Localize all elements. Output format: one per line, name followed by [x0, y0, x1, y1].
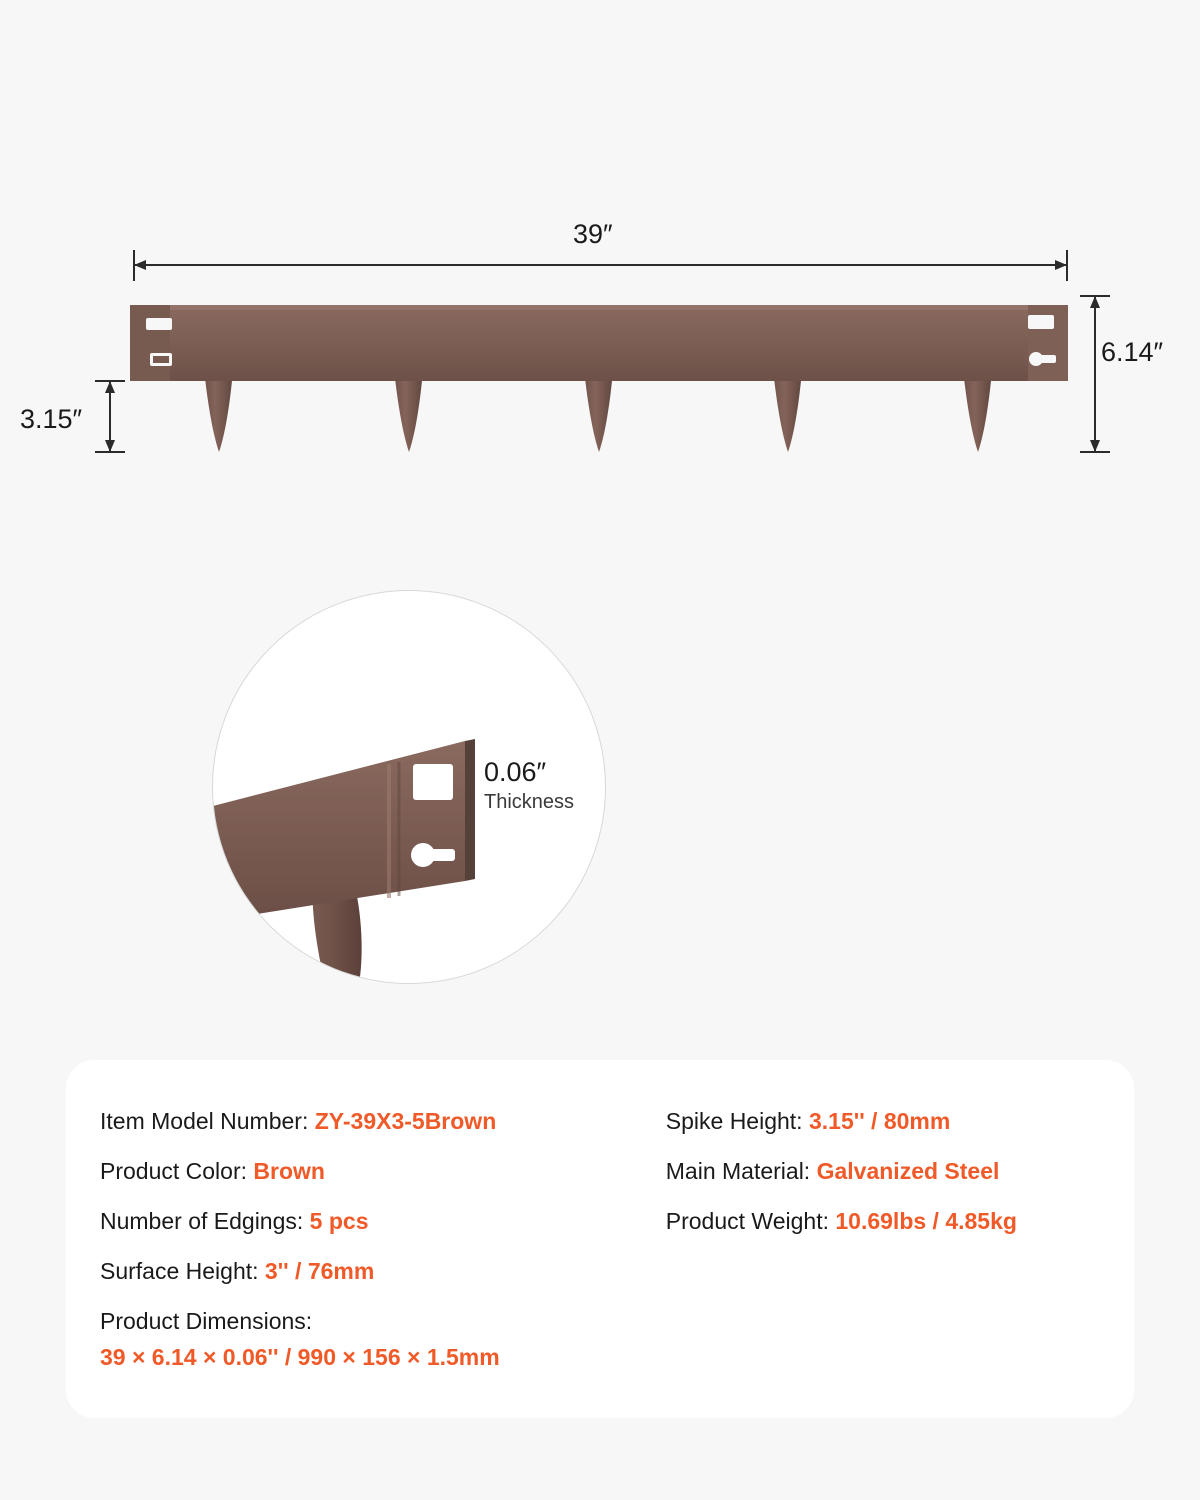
spec-value-item-model-number: ZY-39X3-5Brown — [314, 1108, 497, 1134]
spec-label-item-model-number: Item Model Number: — [100, 1108, 315, 1134]
spec-row-main-material — [666, 1146, 1100, 1196]
spec-label-number-of-edgings: Number of Edgings: — [100, 1208, 310, 1234]
edging-illustration — [0, 0, 1200, 560]
spec-value-product-dimensions: 39 × 6.14 × 0.06'' / 990 × 156 × 1.5mm — [100, 1344, 500, 1370]
spec-label-product-weight: Product Weight: — [665, 1208, 836, 1234]
specification-card — [66, 1060, 1134, 1418]
spec-column-right — [666, 1096, 1100, 1382]
spec-label-main-material: Main Material: — [665, 1158, 817, 1184]
detail-thickness-edge — [465, 739, 475, 881]
width-dimension-label: 39″ — [573, 219, 613, 249]
spec-label-spike-height: Spike Height: — [665, 1108, 809, 1134]
spec-row-spike-height — [666, 1096, 1100, 1146]
spec-row-product-dimensions — [100, 1303, 666, 1375]
edging-panel — [130, 305, 1068, 381]
spec-value-spike-height: 3.15'' / 80mm — [808, 1108, 951, 1134]
thickness-value-label: 0.06″ — [484, 757, 547, 787]
spec-value-surface-height: 3'' / 76mm — [264, 1258, 375, 1284]
spec-label-surface-height: Surface Height: — [100, 1258, 265, 1284]
spec-value-product-color: Brown — [253, 1158, 325, 1184]
width-dimension-line — [134, 250, 1067, 281]
spike-height-dimension-label: 3.15″ — [20, 404, 83, 434]
spec-value-number-of-edgings: 5 pcs — [309, 1208, 369, 1234]
spike-height-dimension-line — [95, 381, 125, 452]
spec-row-product-weight — [666, 1196, 1100, 1246]
spec-row-surface-height — [100, 1246, 666, 1296]
spec-row-item-model-number — [100, 1096, 666, 1146]
spec-column-left — [100, 1096, 666, 1382]
spec-label-product-color: Product Color: — [100, 1158, 254, 1184]
product-diagram — [0, 0, 1200, 560]
spec-value-main-material: Galvanized Steel — [816, 1158, 1000, 1184]
detail-square-slot — [413, 764, 453, 800]
height-dimension-label: 6.14″ — [1101, 337, 1164, 367]
spec-label-product-dimensions: Product Dimensions: — [100, 1308, 313, 1334]
height-dimension-line — [1080, 296, 1110, 452]
thickness-caption: Thickness — [484, 791, 575, 813]
thickness-detail-illustration — [213, 591, 605, 983]
spec-value-product-weight: 10.69lbs / 4.85kg — [835, 1208, 1017, 1234]
spec-row-product-color — [100, 1146, 666, 1196]
spec-row-number-of-edgings — [100, 1196, 666, 1246]
thickness-detail-callout — [212, 590, 606, 984]
